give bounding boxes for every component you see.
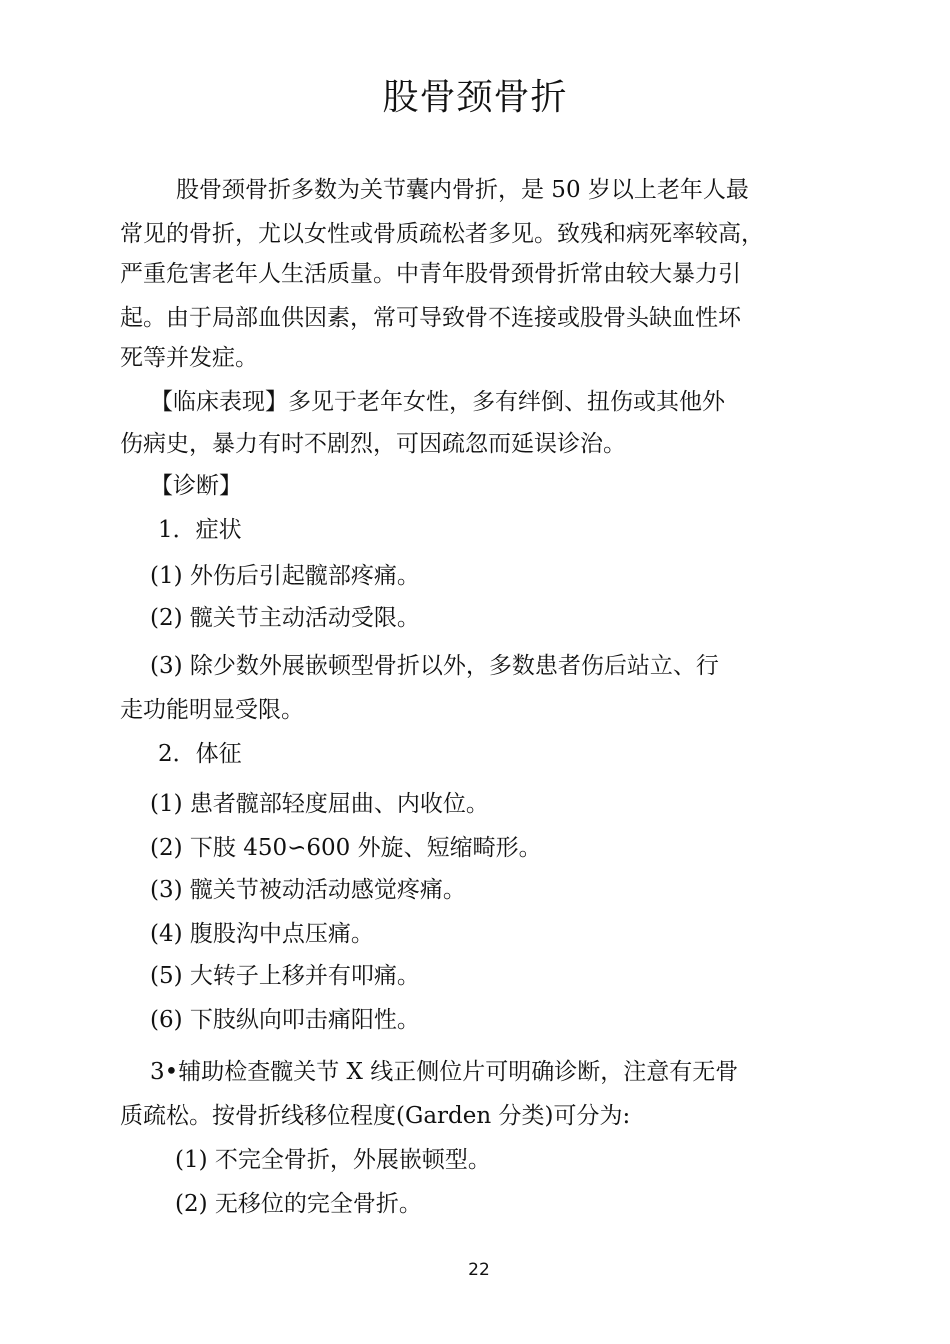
diagnosis-heading: 【诊断】 [150, 473, 242, 499]
signs-heading: 2．体征 [158, 741, 242, 767]
intro-line-3: 严重危害老年人生活质量。中青年股骨颈骨折常由较大暴力引 [120, 261, 741, 287]
sign-item-4: (4) 腹股沟中点压痛。 [150, 921, 374, 947]
symptom-item-2: (2) 髋关节主动活动受限。 [150, 605, 420, 631]
sign-item-6: (6) 下肢纵向叩击痛阳性。 [150, 1007, 420, 1033]
intro-line-5: 死等并发症。 [120, 345, 258, 371]
symptom-item-3: (3) 除少数外展嵌顿型骨折以外，多数患者伤后站立、行 [150, 653, 719, 679]
symptom-item-3-cont: 走功能明显受限。 [120, 697, 304, 723]
auxiliary-line-2: 质疏松。按骨折线移位程度(Garden 分类)可分为: [120, 1103, 631, 1129]
garden-item-2: (2) 无移位的完全骨折。 [175, 1191, 422, 1217]
clinical-line-2: 伤病史，暴力有时不剧烈，可因疏忽而延误诊治。 [120, 431, 626, 457]
intro-line-1: 股骨颈骨折多数为关节囊内骨折，是 50 岁以上老年人最 [176, 177, 749, 203]
intro-line-2: 常见的骨折，尤以女性或骨质疏松者多见。致残和病死率较高， [120, 221, 764, 247]
sign-item-5: (5) 大转子上移并有叩痛。 [150, 963, 420, 989]
sign-item-3: (3) 髋关节被动活动感觉疼痛。 [150, 877, 466, 903]
garden-item-1: (1) 不完全骨折，外展嵌顿型。 [175, 1147, 491, 1173]
clinical-line-1: 【临床表现】多见于老年女性，多有绊倒、扭伤或其他外 [150, 389, 725, 415]
page-title: 股骨颈骨折 [382, 77, 568, 118]
sign-item-1: (1) 患者髋部轻度屈曲、内收位。 [150, 791, 489, 817]
sign-item-2: (2) 下肢 450∽600 外旋、短缩畸形。 [150, 835, 542, 861]
intro-line-4: 起。由于局部血供因素，常可导致骨不连接或股骨头缺血性坏 [120, 305, 741, 331]
symptoms-heading: 1．症状 [158, 517, 242, 543]
auxiliary-line-1: 3•辅助检查髋关节 X 线正侧位片可明确诊断，注意有无骨 [150, 1059, 739, 1085]
symptom-item-1: (1) 外伤后引起髋部疼痛。 [150, 563, 420, 589]
page-number: 22 [468, 1260, 490, 1280]
